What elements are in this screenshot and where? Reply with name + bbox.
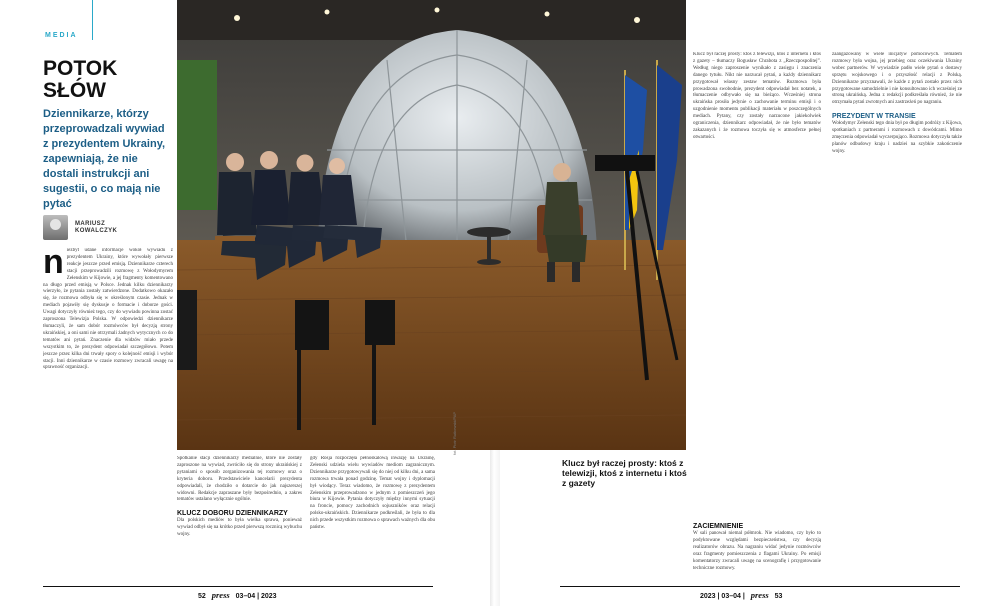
body-column-2-text-2: Dla polskich mediów to była wielka sprawa, ponieważ wywiad odbył się na krótko przed pierwszą rocznicą wybuchu wojny. [177,518,302,538]
body-column-4-text: Klucz był raczej prosty: ktoś z telewizji, ktoś z internetu i ktoś z gazety – tłumaczy Bogusław Chrabota z „Rzeczpospolitej”. Według niego zaproszenie wynikało z zasięgu i znaczenia danego tytułu. Nikt nie narzucał pytań, a każdy dziennikarz przygotował własny zestaw tematów. Rozmowa była prowadzona swobodnie, prezydent odpowiadał bez notatek, a tłumaczenie odbywało się na bieżąco. Wcześniej strona ukraińska prosiła jedynie o zachowanie terminu emisji i o uzgodnienie momentu publikacji materiału w poszczególnych mediach. Pytany, czy zostały narzucone jakiekolwiek ograniczenia, dziennikarz odpowiadał, że nie było tematów zakazanych i że rozmowa toczyła się w atmosferze pełnej otwartości. [693,52,821,140]
author-last-name: KOWALCZYK [75,228,118,234]
page-number-right: 53 [774,593,783,600]
article-lead: Dziennikarze, którzy przeprowadzali wywiad z prezydentem Ukrainy, zapewniają, że nie dostali instrukcji ani sugestii, o co mają nie pytać [43,108,166,210]
body-column-6 [832,52,962,580]
magazine-logo-left: press [211,590,230,600]
drop-cap: n [43,248,64,281]
magazine-logo-right: press [750,590,769,600]
subhead-president: PREZYDENT W TRANSIE [832,113,916,121]
issue-left: 03–04 | 2023 [235,593,277,600]
page-number-left: 52 [198,593,206,600]
body-column-5-text: W sali panował niemal półmrok. Nie wiadomo, czy było to podyktowane względami bezpieczeństwa, czy decyzją realizatorów obrazu. Na nagraniu widać jedynie rozmówców oraz fragmenty pomieszczenia z flagami Ukrainy. Po emisji komentatorzy zwracali uwagę na scenografię i przygotowanie techniczne rozmowy. [693,531,821,571]
author-name [75,221,155,235]
subhead-blackout: ZACIEMNIENIE [693,523,744,530]
photo-caption: Klucz był raczej prosty: ktoś z telewizji, ktoś z internetu i ktoś z gazety [562,458,687,488]
green-panel [177,60,217,210]
body-column-5 [693,522,821,580]
top-rule [92,0,93,40]
author-photo [43,215,68,240]
footer-rule-right [560,586,960,587]
author-byline [43,215,173,241]
body-column-1-text: iezbyt udane informacje wokół wywiadu z prezydentem Ukrainy, które wywołały pierwsze reakcje jeszcze przed emisją. Dziennikarze czterech stacji przeprowadzili rozmowę z Wołodymyrem Zełenskim w Kijowie, a jej fragmenty komentowano na długo przed emisją w Polsce. Jednak kilku dziennikarzy wierzyło, że pytania zostały zatwierdzone. Dodatkowo okazało się, że rozmowa odbyła się w określonym czasie. Jednak w mediach pojawiły się dyskusje o formacie i doborze gości. Uwagi dotyczyły również tego, czy do wywiadu powinna zostać zaproszona Telewizja Polska. W odpowiedzi dziennikarze tłumaczyli, że sam dobór rozmówców był decyzją strony ukraińskiej, a oni sami nie otrzymali żadnych wytycznych co do tematów ani pytań. Znaczenie dla widzów miało przede wszystkim to, że prezydent odpowiadał szczegółowo. Potem jeszcze przez kilka dni trwały spory o kolejność emisji i wybór stacji. Inni dziennikarze w czasie rozmowy zwracali uwagę na sprawność organizacji. [43,248,173,371]
author-first-name: MARIUSZ [75,221,106,227]
right-page [500,0,992,606]
body-column-6-text: zaangażowany w wiele inicjatyw pomocowych. Tematem rozmowy była wojna, jej przebieg oraz oczekiwania Ukrainy wobec partnerów. W wywiadzie padło wiele pytań o dostawy sprzętu wojskowego i o przyszłość relacji z Polską. Dziennikarze przyznawali, że każde z pytań zostało przez nich przygotowane samodzielnie i nie konsultowano ich wcześniej ze stroną ukraińską. Jedna z redakcji podkreślała również, że nie otrzymała pytań zwrotnych ani zastrzeżeń po nagraniu. [832,52,962,106]
body-column-2-text: Spotkanie stacji dziennikarzy medialnie, które nie zostały zaproszone na wywiad, zwróciło się do strony ukraińskiej z pytaniami o sposób zorganizowania tej rozmowy oraz o kryteria doboru. Przedstawiciele kancelarii prezydenta odpowiadali, że chodziło o dotarcie do jak najszerszej widowni. Redakcje zapraszane były bezpośrednio, a zakres tematów ustalano wyłącznie ogólnie. [177,456,302,503]
photo-credit: fot. Piotr Rutkowski/PAP [452,411,457,455]
footer-rule-left [43,586,433,587]
body-column-6-text-2: Wołodymyr Zełenski tego dnia był po długim podróży z Kijowa, spotkaniach z partnerami i rozmowach z dowódcami. Mimo zmęczenia odpowiadał wyczerpująco. Rozmowa dotyczyła także planów odbudowy kraju i nadziei na szybkie zakończenie wojny. [832,121,962,154]
body-column-3 [310,456,435,580]
body-column-4 [693,52,821,450]
body-column-3-text: gdy Rosja rozpoczęła pełnoskalową inwazję na Ukrainę, Zełenski udziela wielu wywiadów mediom zagranicznym. Dziennikarze przygotowywali się do niej od kilku dni, a sama rozmowa trwała ponad godzinę. Temat wojny i dyplomacji był wiodący. Teraz wiadomo, że rozmowę z prezydentem Zełenskim przeprowadzono w jednym z pomieszczeń jego biura w Kijowie. Pytania dotyczyły między innymi sytuacji na froncie, pomocy zachodnich sojuszników oraz relacji polsko-ukraińskich. Dziennikarze podkreślali, że była to dla nich przede wszystkim rozmowa o sprawach ważnych dla obu państw. [310,456,435,531]
body-column-1 [43,248,173,578]
article-title: POTOK SŁÓW [43,57,118,102]
footer-right [700,590,782,600]
subhead-journalists: KLUCZ DOBORU DZIENNIKARZY [177,510,288,518]
section-label: MEDIA [45,32,78,39]
body-column-2 [177,456,302,580]
issue-right: 2023 | 03–04 | [700,593,745,600]
footer-left [198,590,277,600]
